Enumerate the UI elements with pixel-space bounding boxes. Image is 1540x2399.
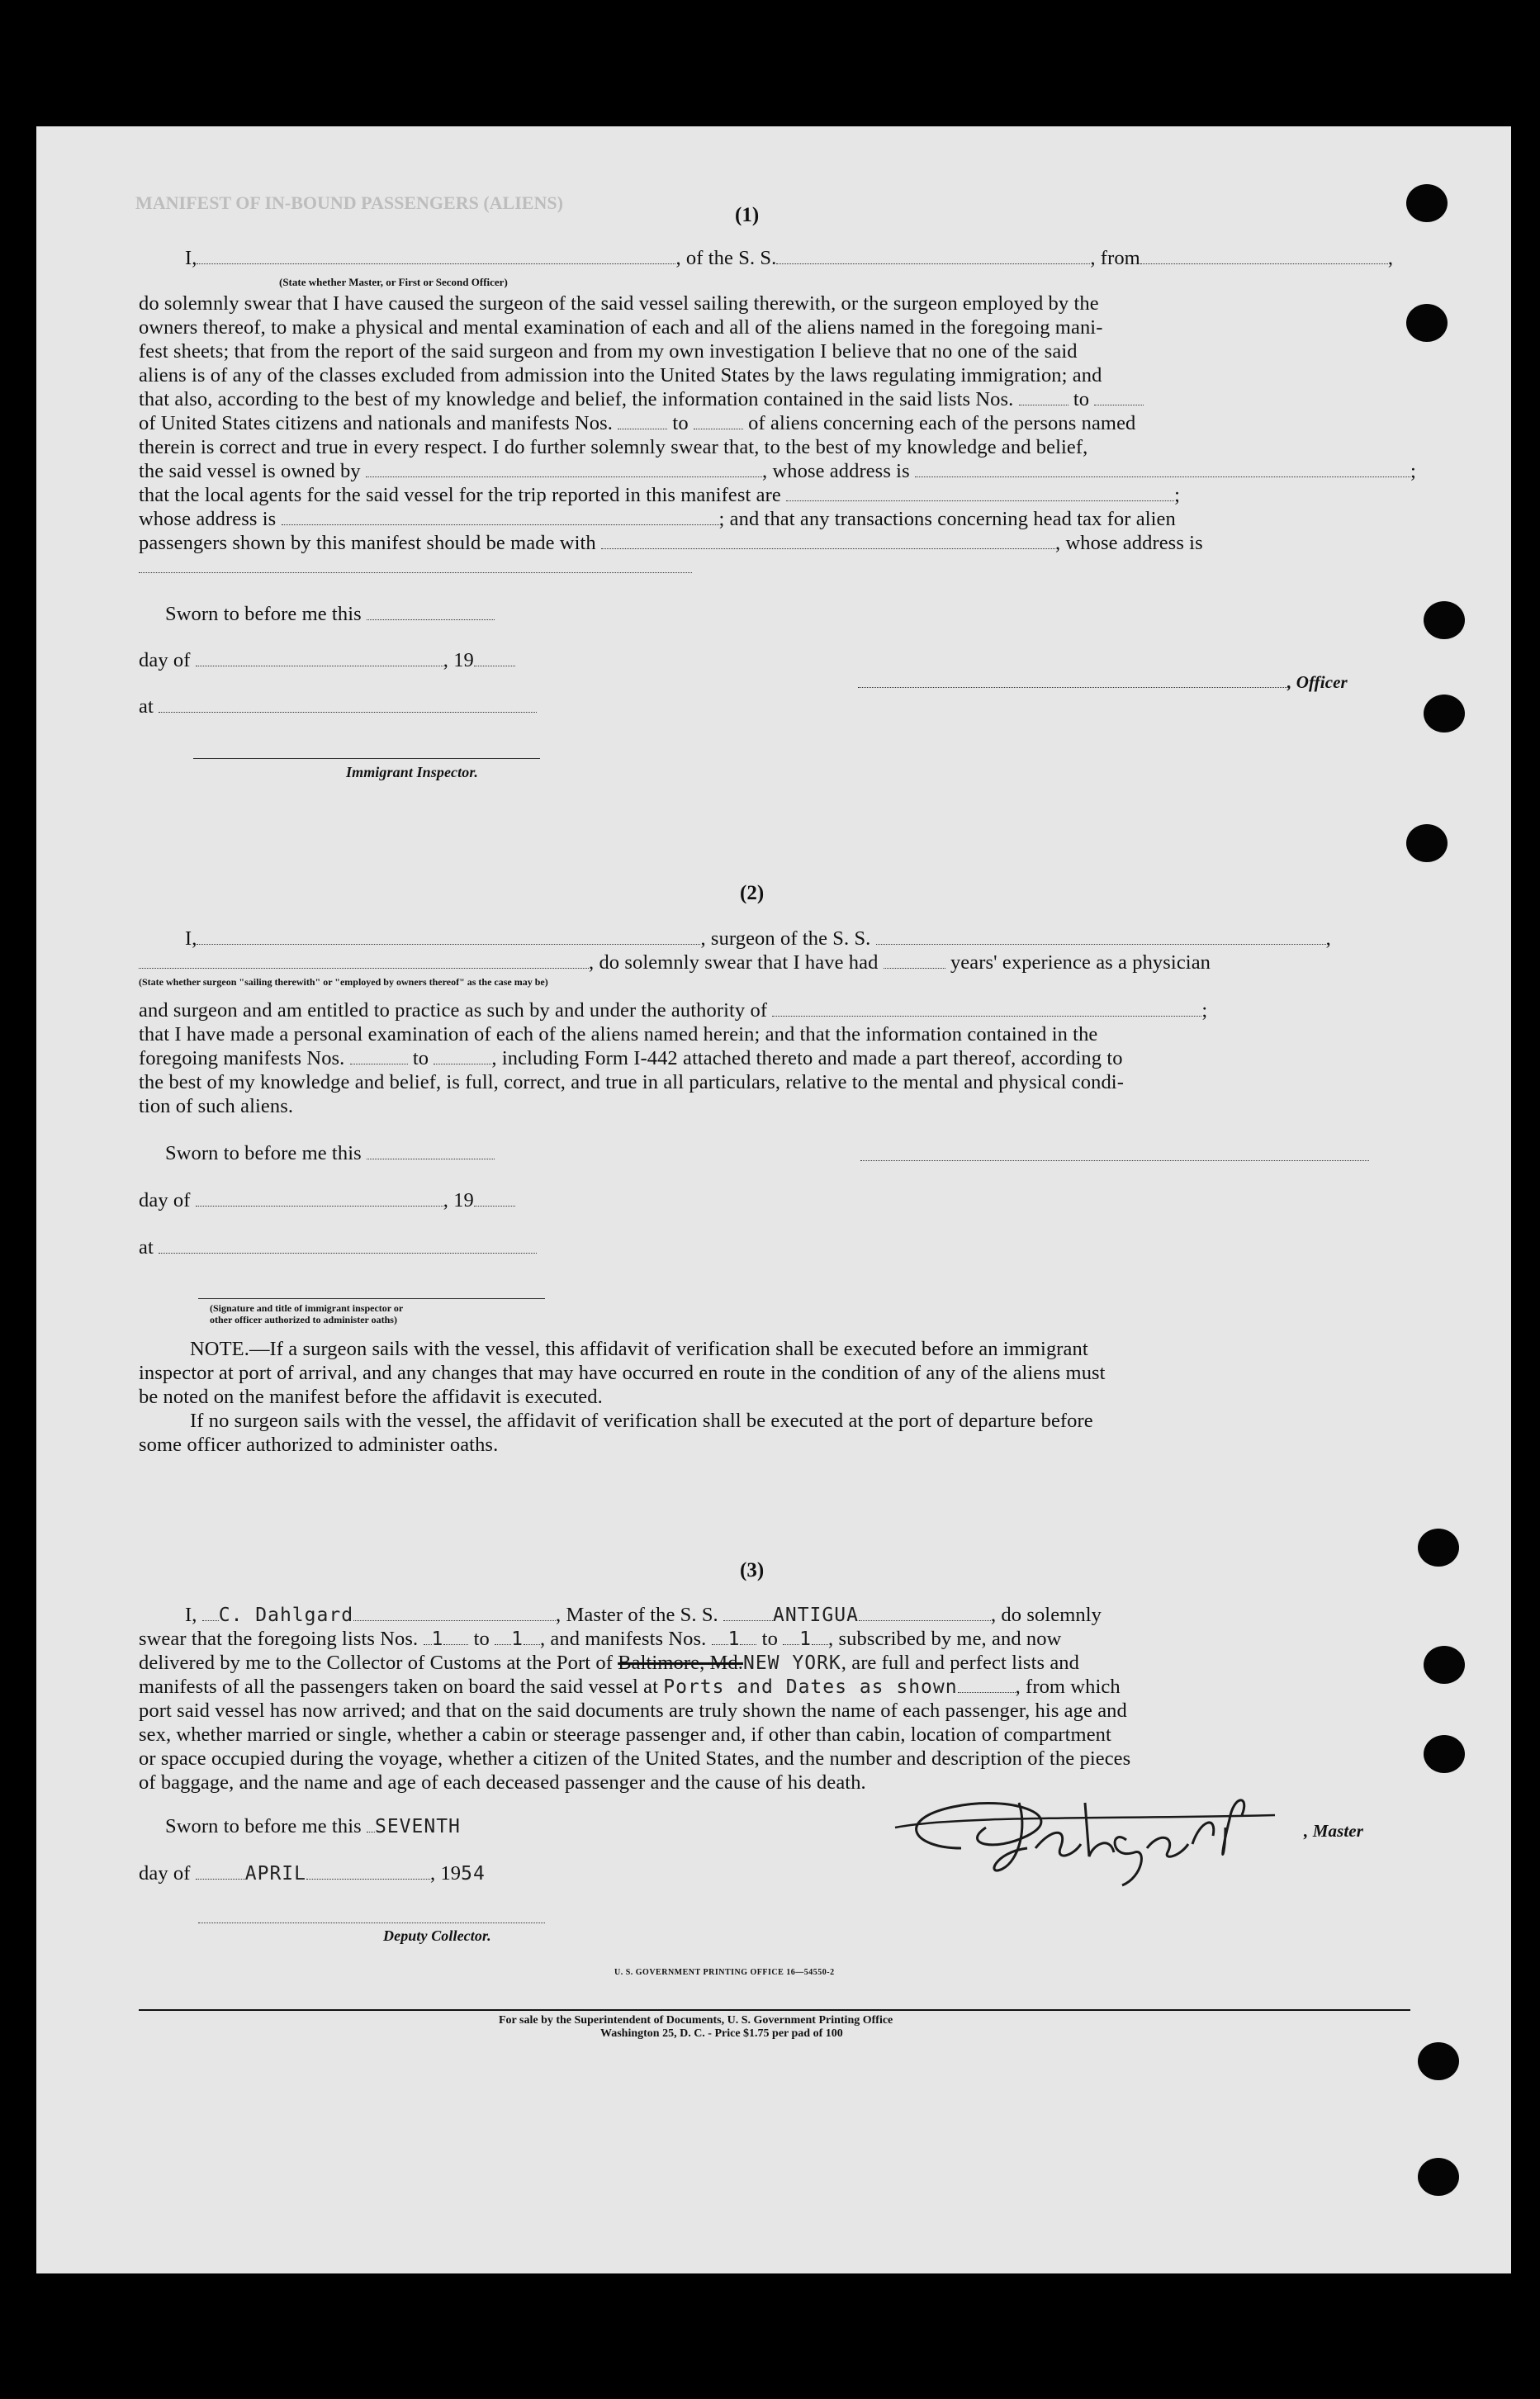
footer-rule xyxy=(139,2009,1410,2011)
punch-hole xyxy=(1406,824,1448,862)
s2-para-line: and surgeon and am entitled to practice as such by and under the authority of ; xyxy=(139,999,1208,1022)
note-line: be noted on the manifest before the affidavit is executed. xyxy=(139,1386,603,1408)
s1-para-line: therein is correct and true in every respect. I do further solemnly swear that, to the best of my knowledge and belief, xyxy=(139,436,1088,458)
master-name: C. Dahlgard xyxy=(218,1605,354,1626)
punch-hole xyxy=(1418,2042,1459,2080)
struck-port: Baltimore, Md. xyxy=(618,1652,743,1674)
s2-at-line: at xyxy=(139,1236,537,1259)
s1-para-line: of United States citizens and nationals and manifests Nos. to of aliens concerning each of the persons named xyxy=(139,412,1136,434)
sworn-year: 54 xyxy=(461,1863,486,1885)
s1-para-line: passengers shown by this manifest should be made with , whose address is xyxy=(139,532,1203,554)
section-2-heading: (2) xyxy=(740,882,765,904)
s2-sworn-line: Sworn to before me this xyxy=(165,1142,495,1165)
s1-day-line: day of , 19 xyxy=(139,649,515,672)
s1-sworn-line: Sworn to before me this xyxy=(165,603,495,626)
s2-para-line: the best of my knowledge and belief, is full, correct, and true in all particulars, relative to the mental and physical condi- xyxy=(139,1071,1124,1093)
ports-value: Ports and Dates as shown xyxy=(663,1676,958,1698)
sale-line-1: For sale by the Superintendent of Documents, U. S. Government Printing Office xyxy=(499,2014,893,2027)
note-line: If no surgeon sails with the vessel, the affidavit of verification shall be executed at the port of departure before xyxy=(190,1410,1093,1432)
punch-hole xyxy=(1424,1735,1465,1773)
s1-inspector-label: Immigrant Inspector. xyxy=(346,764,479,780)
s3-day-line: day of APRIL , 1954 xyxy=(139,1862,486,1885)
gpo-imprint: U. S. GOVERNMENT PRINTING OFFICE 16—54550-2 xyxy=(614,1968,835,1977)
s2-para-line: that I have made a personal examination of each of the aliens named herein; and that the information contained in the xyxy=(139,1023,1098,1045)
s3-lists-line: swear that the foregoing lists Nos. 1 to 1 , and manifests Nos. 1 to 1 , subscribed by me, and now xyxy=(139,1628,1062,1650)
note-line: NOTE.—If a surgeon sails with the vessel, this affidavit of verification shall be executed before an immigrant xyxy=(190,1338,1088,1360)
s1-officer-sign-line: , Officer xyxy=(858,671,1348,694)
s2-para-line: foregoing manifests Nos. to , including Form I-442 attached thereto and made a part thereof, according to xyxy=(139,1047,1123,1069)
section-1-heading: (1) xyxy=(735,204,760,226)
s2-day-line: day of , 19 xyxy=(139,1189,515,1212)
s2-sig-rule xyxy=(198,1298,545,1299)
ship-name: ANTIGUA xyxy=(773,1605,859,1626)
s2-surgeon-note: (State whether surgeon "sailing therewith" or "employed by owners thereof" as the case may be) xyxy=(139,976,548,988)
s2-para-line: tion of such aliens. xyxy=(139,1095,294,1117)
punch-hole xyxy=(1406,304,1448,342)
note-line: inspector at port of arrival, and any changes that may have occurred en route in the condition of any of the aliens must xyxy=(139,1362,1106,1384)
s2-sig-note: other officer authorized to administer oaths) xyxy=(210,1314,397,1325)
s3-para-line: port said vessel has now arrived; and that on the said documents are truly shown the name of each passenger, his age and xyxy=(139,1700,1127,1722)
bleed-through-text: MANIFEST OF IN-BOUND PASSENGERS (ALIENS) xyxy=(135,192,563,213)
punch-hole xyxy=(1406,184,1448,222)
sworn-month: APRIL xyxy=(244,1863,306,1885)
s2-sig-note: (Signature and title of immigrant inspector or xyxy=(210,1302,404,1314)
s2-surgeon-line: I, , surgeon of the S. S. , xyxy=(185,927,1331,950)
s2-swear-line: , do solemnly swear that I have had years' experience as a physician xyxy=(139,951,1211,974)
s1-at-line: at xyxy=(139,695,537,718)
port-name: NEW YORK xyxy=(742,1652,841,1674)
form-page xyxy=(36,126,1511,2273)
s1-para-line: that the local agents for the said vessel for the trip reported in this manifest are ; xyxy=(139,484,1181,506)
s1-para-line: aliens is of any of the classes excluded from admission into the United States by the laws regulating immigration; and xyxy=(139,364,1102,386)
punch-hole xyxy=(1424,695,1465,733)
s3-ports-line: manifests of all the passengers taken on board the said vessel at Ports and Dates as shown , from which xyxy=(139,1676,1121,1698)
master-signature xyxy=(862,1770,1324,1894)
s1-para-line: owners thereof, to make a physical and mental examination of each and all of the aliens named in the foregoing mani- xyxy=(139,316,1103,339)
section-3-heading: (3) xyxy=(740,1559,765,1581)
s1-para-line: whose address is ; and that any transactions concerning head tax for alien xyxy=(139,508,1176,530)
s1-para-line xyxy=(139,556,692,579)
punch-hole xyxy=(1418,2158,1459,2196)
s3-master-label: , Master xyxy=(1304,1821,1363,1841)
s1-para-line: do solemnly swear that I have caused the surgeon of the said vessel sailing therewith, or the surgeon employed by the xyxy=(139,292,1099,315)
s3-deputy-label: Deputy Collector. xyxy=(383,1927,491,1944)
sworn-day: SEVENTH xyxy=(374,1816,461,1837)
sale-line-2: Washington 25, D. C. - Price $1.75 per pad of 100 xyxy=(600,2027,843,2040)
punch-hole xyxy=(1424,1646,1465,1684)
s3-master-line: I, C. Dahlgard , Master of the S. S. ANTIGUA , do solemnly xyxy=(185,1604,1102,1626)
s3-para-line: sex, whether married or single, whether a cabin or steerage passenger and, if other than cabin, location of compartment xyxy=(139,1723,1111,1746)
s3-para-line: or space occupied during the voyage, whether a citizen of the United States, and the number and description of the pieces xyxy=(139,1747,1131,1770)
s1-officer-note: (State whether Master, or First or Second Officer) xyxy=(279,276,508,288)
s1-para-line: the said vessel is owned by , whose address is ; xyxy=(139,460,1416,482)
s1-inspector-rule xyxy=(193,758,540,759)
s1-officer-line: I, , of the S. S. , from , xyxy=(185,247,1394,269)
s3-sworn-line: Sworn to before me this SEVENTH xyxy=(165,1815,461,1837)
punch-hole xyxy=(1424,601,1465,639)
s3-port-line: delivered by me to the Collector of Customs at the Port of Baltimore, Md.NEW YORK, are full and perfect lists and xyxy=(139,1652,1080,1674)
s3-para-line: of baggage, and the name and age of each deceased passenger and the cause of his death. xyxy=(139,1771,866,1794)
note-line: some officer authorized to administer oaths. xyxy=(139,1434,499,1456)
punch-hole xyxy=(1418,1529,1459,1567)
s1-para-line: fest sheets; that from the report of the said surgeon and from my own investigation I believe that no one of the said xyxy=(139,340,1078,363)
s1-para-line: that also, according to the best of my knowledge and belief, the information contained in the said lists Nos. to xyxy=(139,388,1144,411)
s2-signature-rule xyxy=(860,1160,1369,1161)
